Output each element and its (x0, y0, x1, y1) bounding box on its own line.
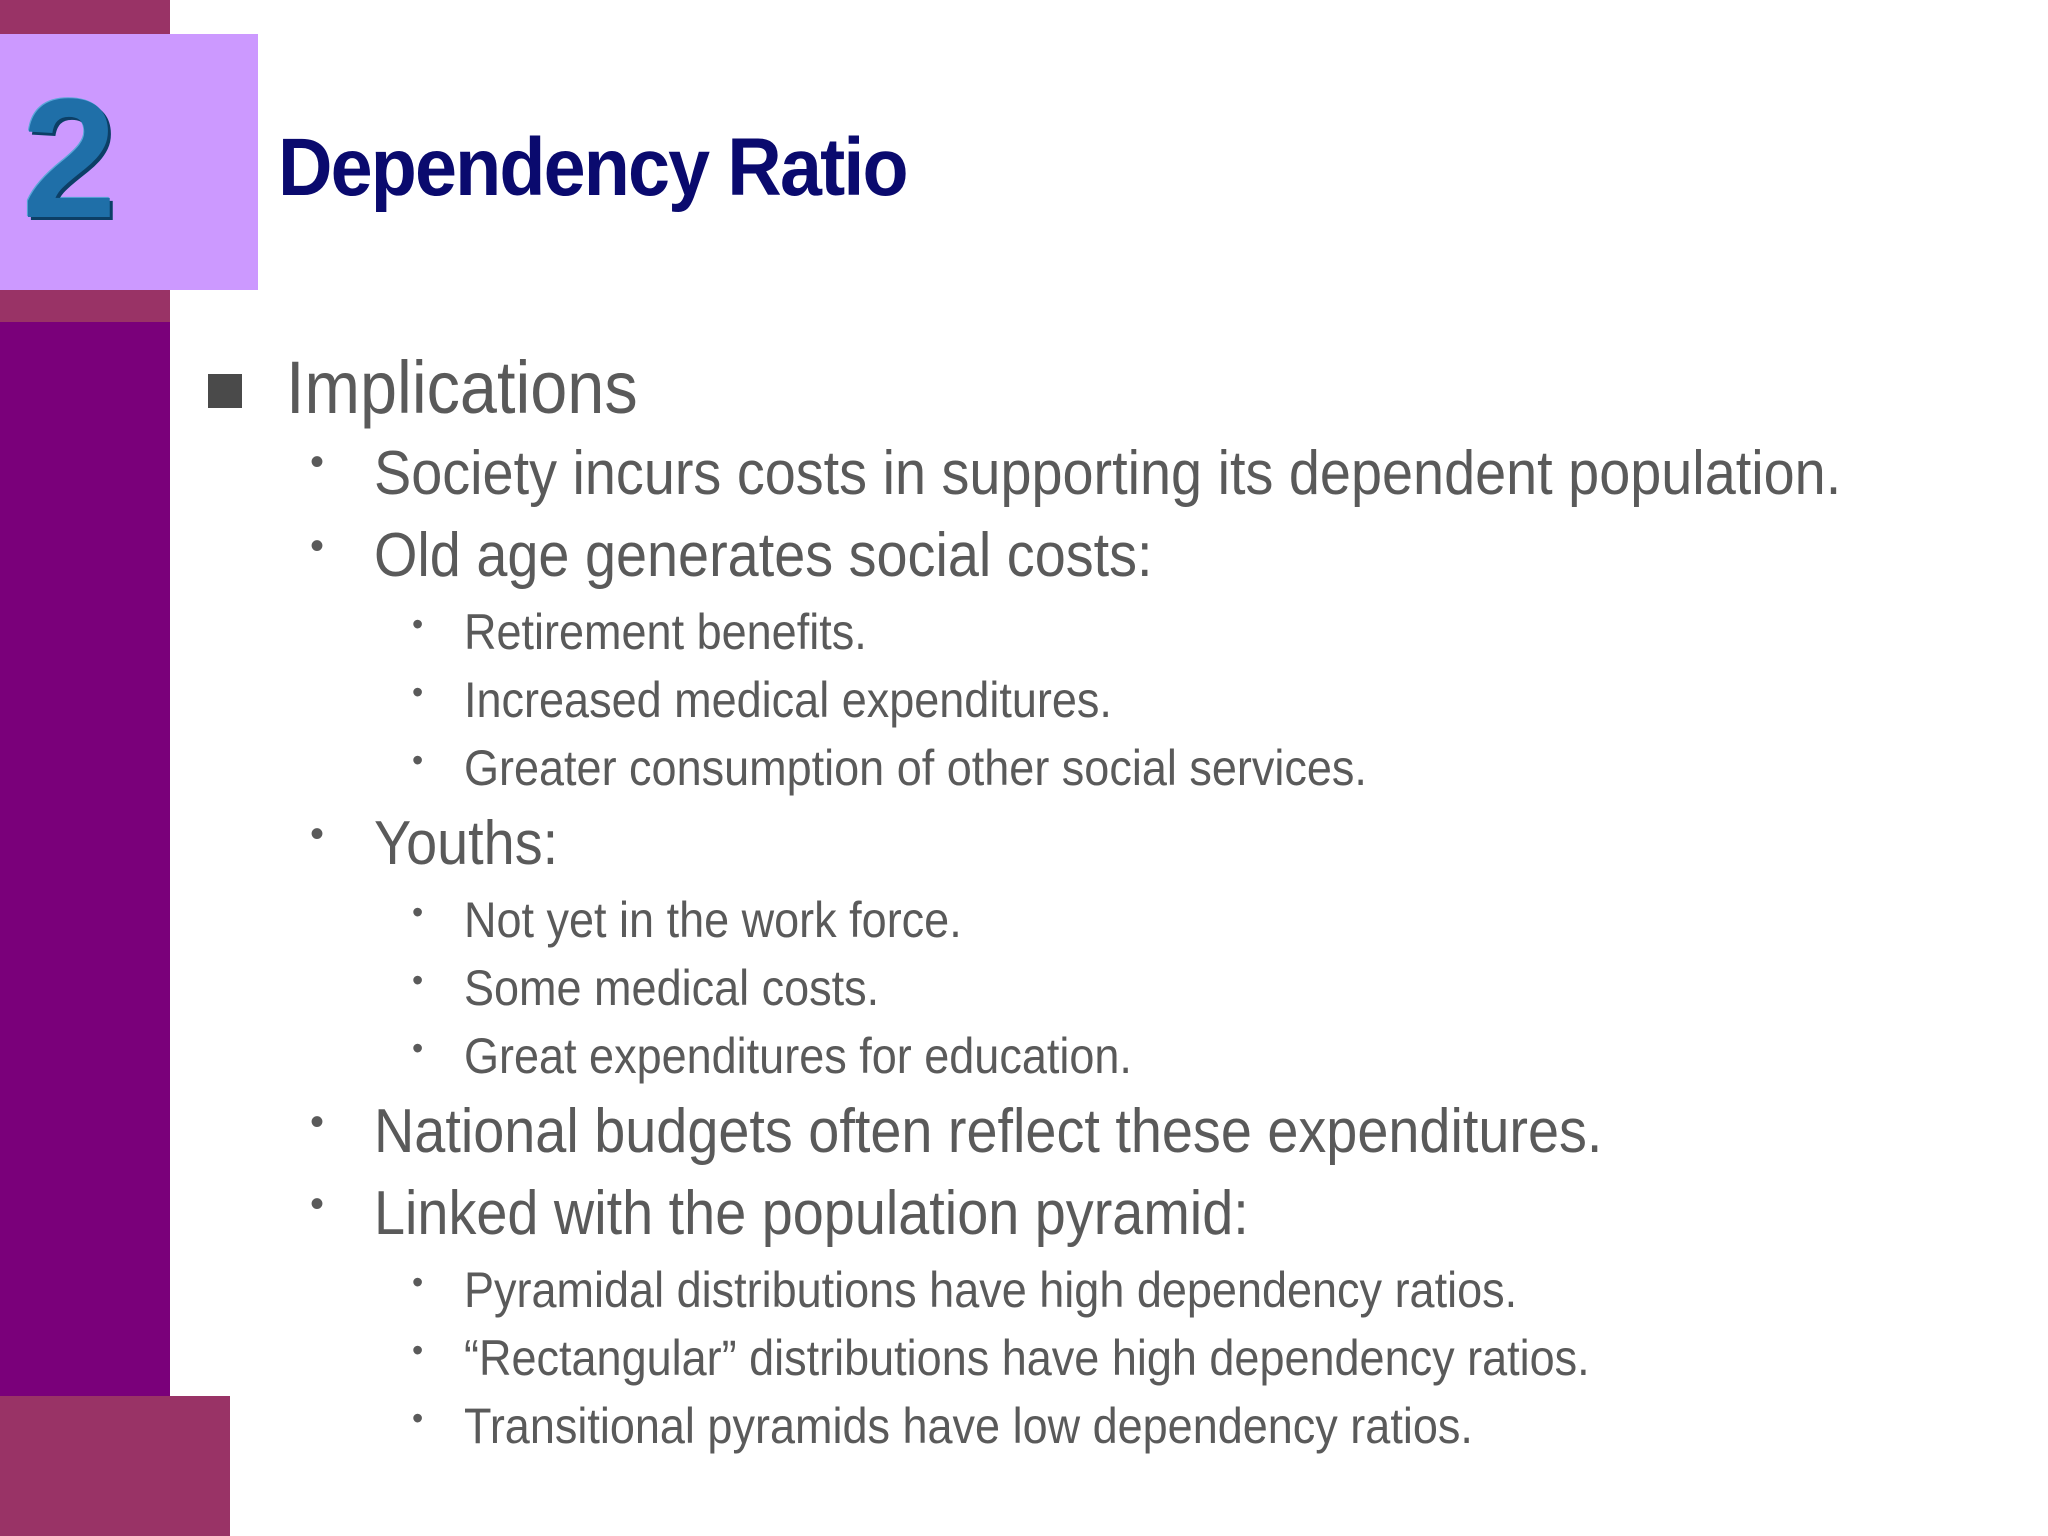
sub-bullet-item: “Rectangular” distributions have high dependency ratios. (464, 1330, 1590, 1386)
sub-bullet-item: Retirement benefits. (464, 604, 867, 660)
bullet-dot-icon: • (310, 1100, 325, 1144)
sub-bullet-item: Some medical costs. (464, 960, 880, 1016)
sub-bullet-dot-icon: • (412, 742, 424, 778)
bullet-item: Youths: (374, 809, 559, 878)
sub-bullet-item: Great expenditures for education. (464, 1028, 1132, 1084)
sub-bullet-dot-icon: • (412, 1030, 424, 1066)
sub-bullet-item: Transitional pyramids have low dependency ratios. (464, 1398, 1473, 1454)
bullet-dot-icon: • (310, 440, 325, 484)
sub-bullet-dot-icon: • (412, 1400, 424, 1436)
bullet-dot-icon: • (310, 812, 325, 856)
sub-bullet-item: Pyramidal distributions have high dependency ratios. (464, 1262, 1518, 1318)
sub-bullet-dot-icon: • (412, 606, 424, 642)
sub-bullet-dot-icon: • (412, 674, 424, 710)
bullet-dot-icon: • (310, 524, 325, 568)
slide-title: Dependency Ratio (278, 122, 907, 213)
sub-bullet-dot-icon: • (412, 1264, 424, 1300)
bullet-item: National budgets often reflect these expenditures. (374, 1097, 1603, 1166)
bullet-item: Linked with the population pyramid: (374, 1179, 1249, 1248)
bullet-item: Society incurs costs in supporting its dependent population. (374, 439, 1842, 508)
sub-bullet-item: Greater consumption of other social services. (464, 740, 1367, 796)
square-bullet-icon (208, 374, 242, 408)
slide-number: 2 (22, 64, 117, 254)
sub-bullet-dot-icon: • (412, 894, 424, 930)
bullet-item: Old age generates social costs: (374, 521, 1153, 590)
sub-bullet-item: Not yet in the work force. (464, 892, 962, 948)
sub-bullet-item: Increased medical expenditures. (464, 672, 1112, 728)
bullet-dot-icon: • (310, 1182, 325, 1226)
sub-bullet-dot-icon: • (412, 1332, 424, 1368)
bullet-main: Implications (286, 346, 638, 429)
sub-bullet-dot-icon: • (412, 962, 424, 998)
